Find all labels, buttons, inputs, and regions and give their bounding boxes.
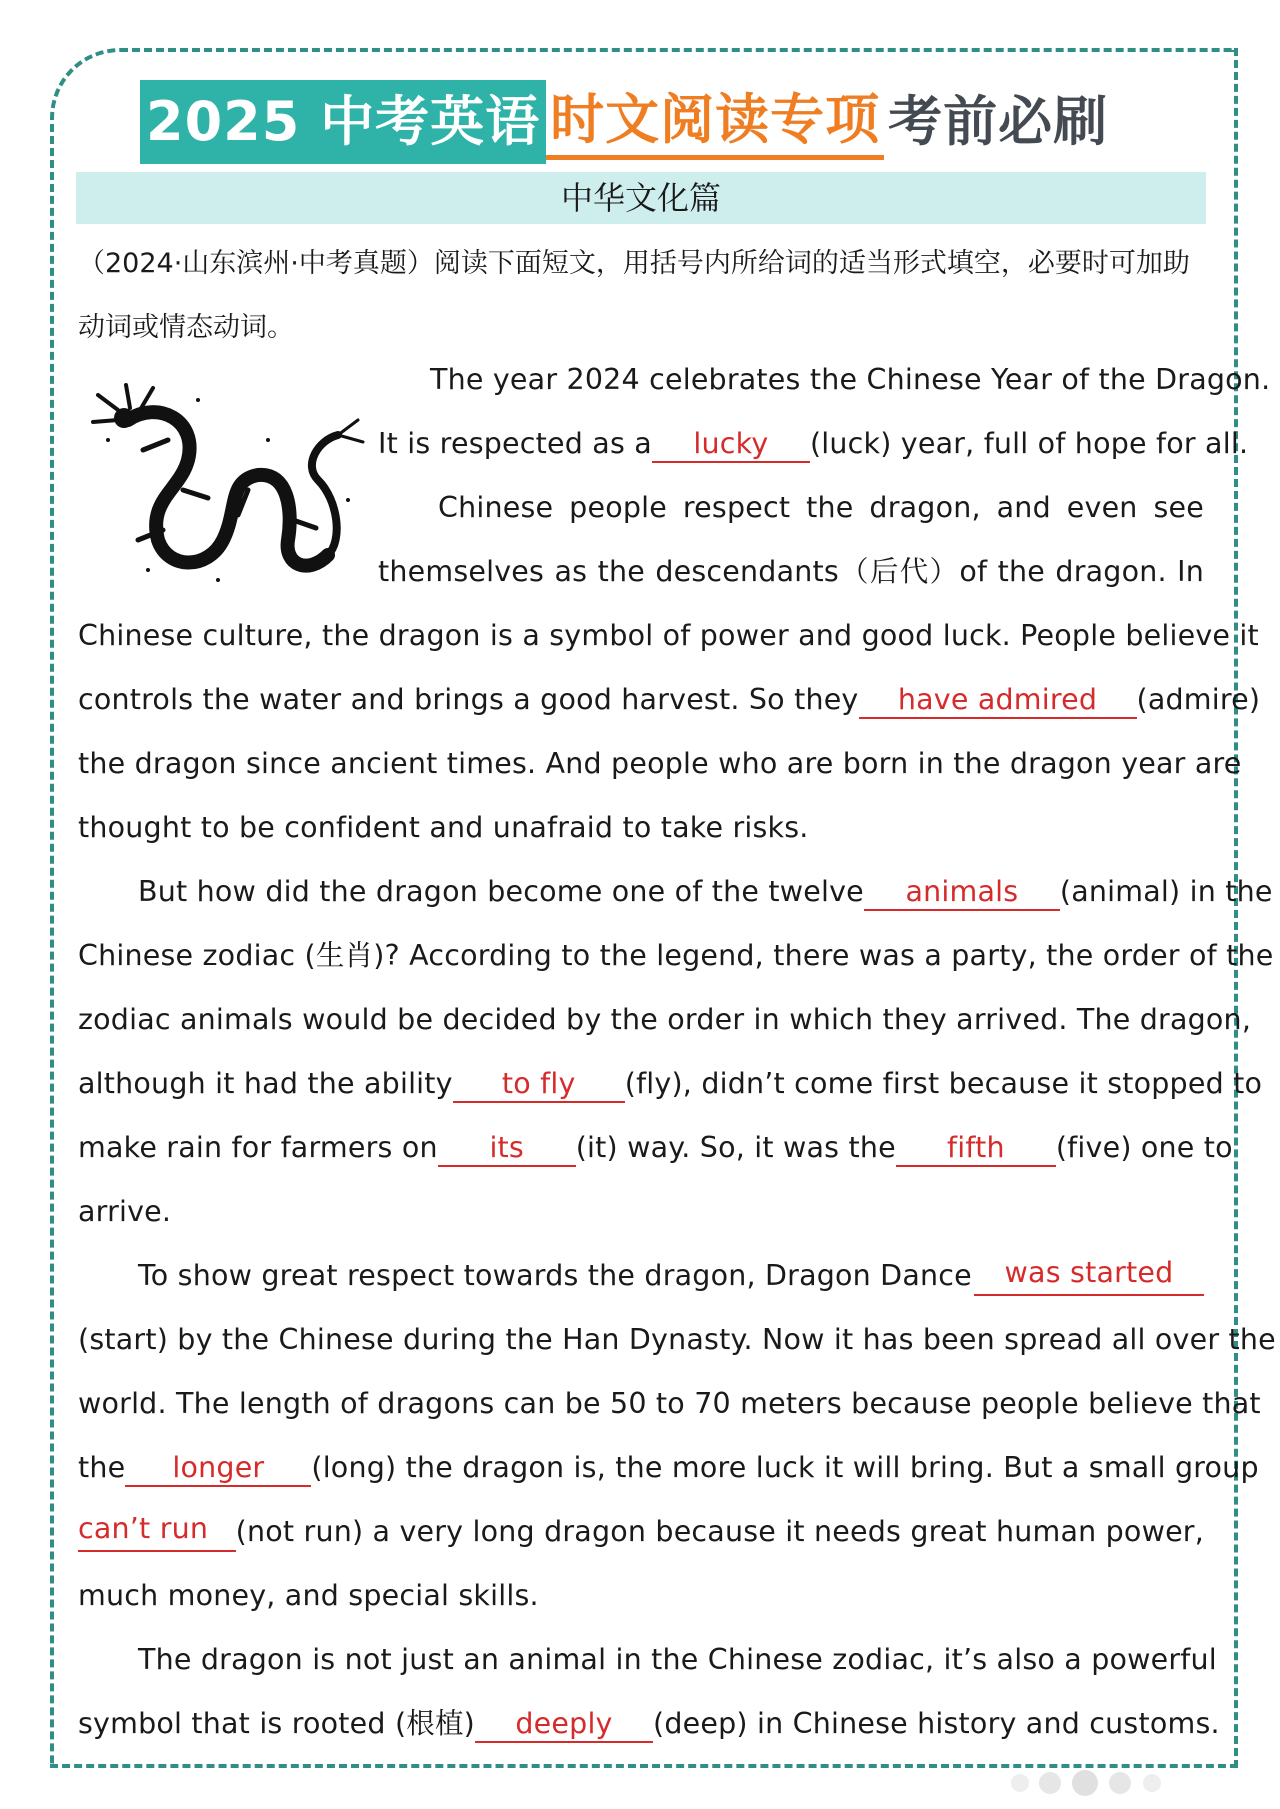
text-segment: (admire) [1136,683,1261,716]
passage-line [138,1256,1204,1296]
answer-blank: its [438,1131,576,1167]
passage-line: themselves as the descendants（后代）of the dragon. In [378,555,1204,588]
answer-blank: deeply [475,1707,653,1743]
answer-blank: have admired [859,683,1137,719]
passage-line: thought to be confident and unafraid to take risks. [78,811,809,844]
text-segment: (it) way. So, it was the [575,1131,896,1164]
title-part-1: 2025 中考英语 [140,80,546,164]
text-segment: (long) the dragon is, the more luck it will bring. But a small group [311,1451,1259,1484]
page-title [140,80,1108,164]
passage-line: much money, and special skills. [78,1579,539,1612]
text-segment: To show great respect towards the dragon, Dragon Dance [138,1259,972,1292]
passage-line: zodiac animals would be decided by the order in which they arrived. The dragon, [78,1003,1252,1036]
passage-line [78,680,1261,720]
answer-blank: longer [125,1451,311,1487]
passage-line: (start) by the Chinese during the Han Dynasty. Now it has been spread all over the [78,1323,1276,1356]
passage-line: Chinese culture, the dragon is a symbol of power and good luck. People believe it [78,619,1259,652]
passage-line [78,1512,1204,1552]
passage-line [378,424,1249,464]
passage-line: the dragon since ancient times. And people who are born in the dragon year are [78,747,1242,780]
exercise-instructions: （2024·山东滨州·中考真题）阅读下面短文，用括号内所给词的适当形式填空，必要时可加助动词或情态动词。 [78,248,1190,343]
passage-line [78,1128,1233,1168]
passage-line [138,872,1273,912]
text-segment: controls the water and brings a good harvest. So they [78,683,859,716]
text-segment: It is respected as a [378,427,652,460]
answer-blank: fifth [896,1131,1056,1167]
text-segment: (five) one to [1055,1131,1233,1164]
decorative-bubbles [1000,1768,1240,1798]
passage-line [78,1448,1259,1488]
text-segment: (luck) year, full of hope for all. [809,427,1249,460]
answer-blank: was started [974,1256,1204,1296]
passage-line: The dragon is not just an animal in the Chinese zodiac, it’s also a powerful [138,1643,1217,1676]
passage-line [78,1064,1263,1104]
passage-line: Chinese people respect the dragon, and even see [438,491,1204,524]
passage-line [78,1704,1220,1744]
answer-blank: lucky [652,427,810,463]
text-segment: (animal) in the [1059,875,1273,908]
text-segment: the [78,1451,126,1484]
answer-blank: animals [864,875,1060,911]
text-segment: although it had the ability [78,1067,453,1100]
text-segment: (fly), didn’t come first because it stopped to [624,1067,1263,1100]
passage-line: world. The length of dragons can be 50 to 70 meters because people believe that [78,1387,1261,1420]
text-segment: But how did the dragon become one of the twelve [138,875,864,908]
title-part-3: 考前必刷 [888,90,1109,153]
answer-blank: can’t run [78,1512,236,1552]
dragon-illustration [88,380,368,590]
title-part-2: 时文阅读专项 [546,85,884,160]
passage-line: Chinese zodiac (生肖)? According to the legend, there was a party, the order of the [78,939,1274,972]
answer-blank: to fly [453,1067,625,1103]
section-subtitle: 中华文化篇 [76,172,1206,224]
passage-line: arrive. [78,1195,172,1228]
text-segment: symbol that is rooted (根植) [78,1707,476,1740]
text-segment: make rain for farmers on [78,1131,438,1164]
text-segment: (not run) a very long dragon because it needs great human power, [235,1515,1204,1548]
text-segment: (deep) in Chinese history and customs. [653,1707,1220,1740]
passage-line: The year 2024 celebrates the Chinese Year of the Dragon. [430,363,1271,396]
